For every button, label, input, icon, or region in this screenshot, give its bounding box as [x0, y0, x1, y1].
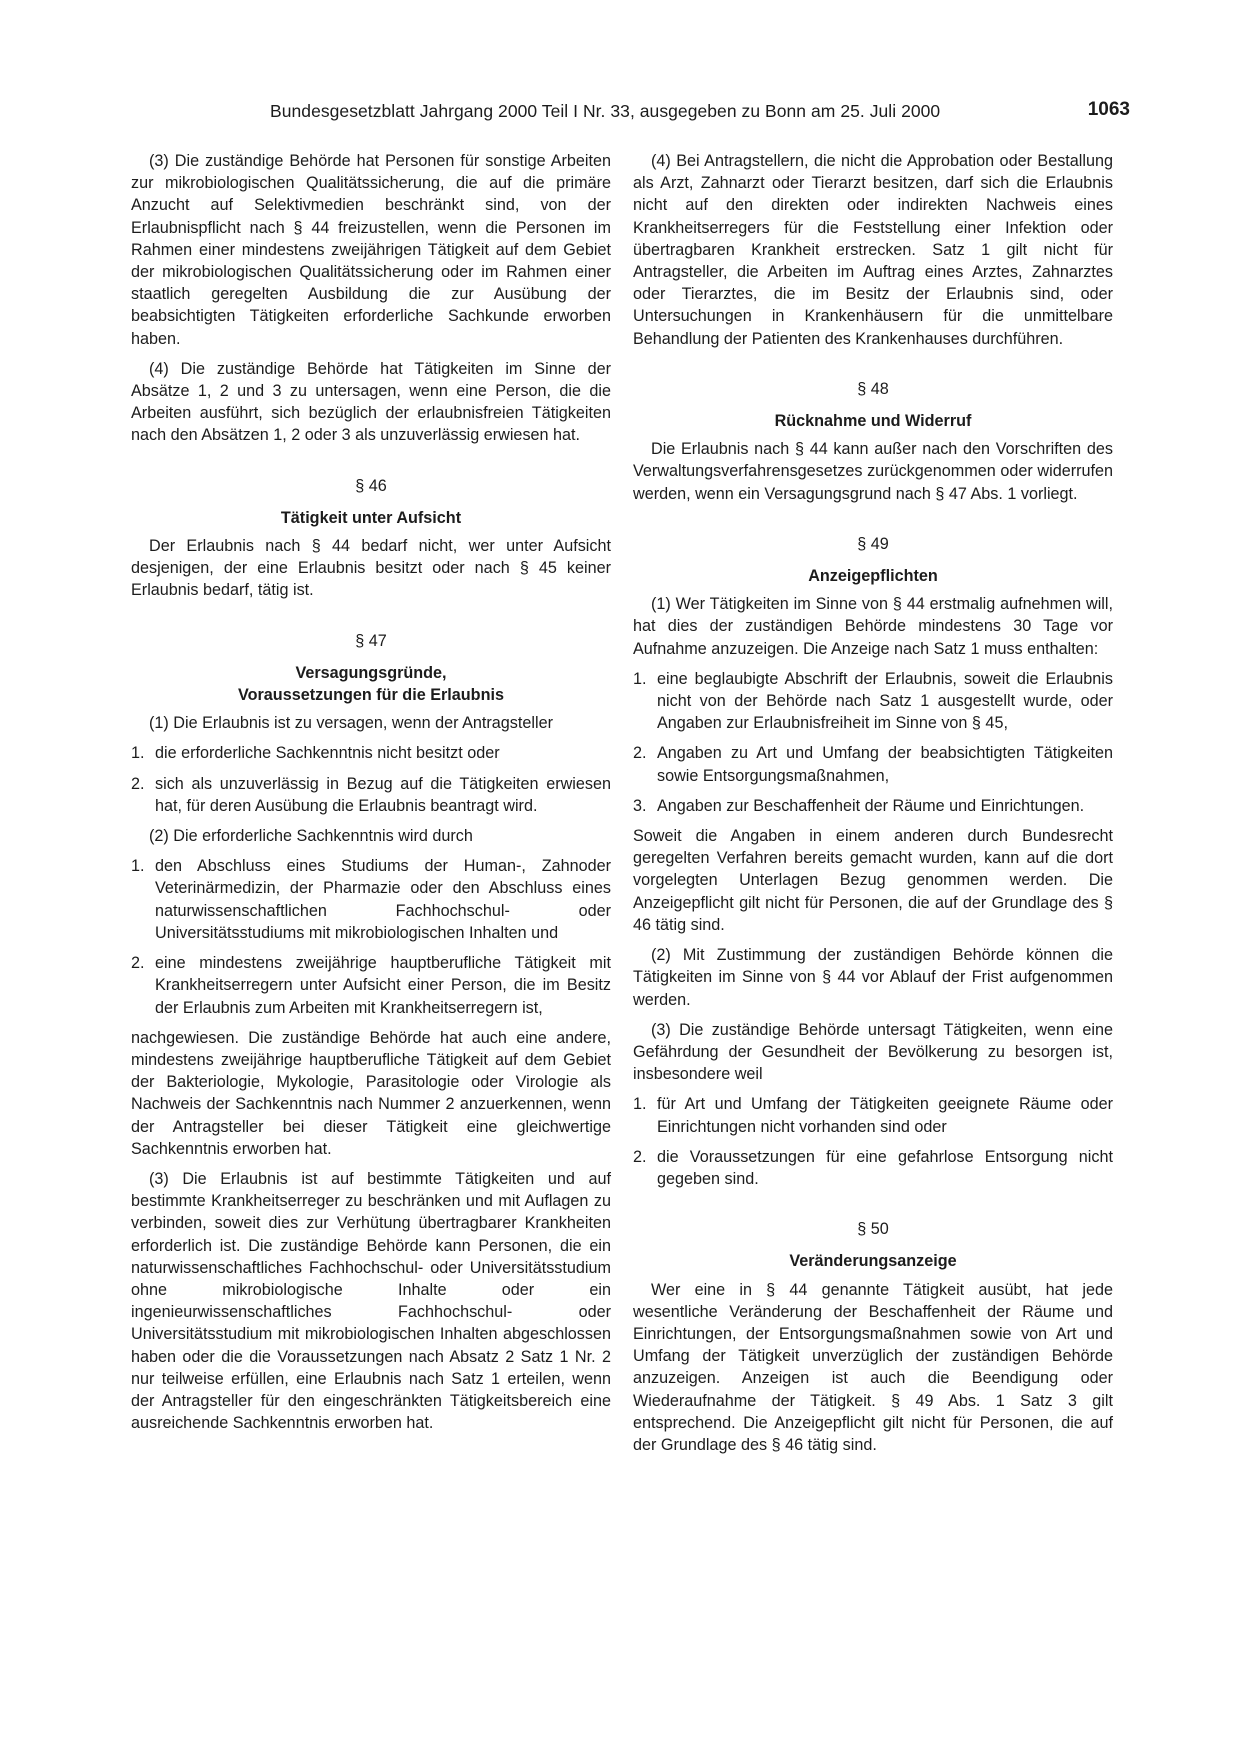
section-50-title: Veränderungsanzeige	[789, 1252, 957, 1271]
paragraph-50-1: Wer eine in § 44 genannte Tätigkeit ausübt, hat jede wesentliche Veränderung der Beschaffenheit der Räume und Einrichtungen, der Entsorgungsmaßnahmen sowie von Art und Umfang der Tätigkeit unverzüglich der zuständigen Behörde anzuzeigen. Anzeigen ist auch die Beendigung oder Wiederaufnahme der Tätigkeit. § 49 Abs. 1 Satz 3 gilt entsprechend. Die Anzeigepflicht gilt nicht für Personen, die auf der Grundlage des § 46 tätig sind.	[633, 1280, 1113, 1454]
page-number: 1063	[1087, 99, 1130, 120]
list-item-text: Angaben zu Art und Umfang der beabsichtigten Tätigkeiten sowie Entsorgungsmaßnahmen,	[657, 744, 1113, 785]
list-item	[131, 855, 611, 944]
list-item-text: die erforderliche Sachkenntnis nicht besitzt oder	[155, 744, 500, 763]
paragraph-49-1: (1) Wer Tätigkeiten im Sinne von § 44 erstmalig aufnehmen will, hat dies der zuständigen Behörde mindestens 30 Tage vor Aufnahme anzuzeigen. Die Anzeige nach Satz 1 muss enthalten:	[633, 595, 1113, 658]
paragraph-45-4: (4) Die zuständige Behörde hat Tätigkeiten im Sinne der Absätze 1, 2 und 3 zu untersagen, wenn eine Person, die die Arbeiten ausführt, sich bezüglich der erlaubnisfreien Tätigkeiten nach den Absätzen 1, 2 oder 3 als unzuverlässig erwiesen hat.	[131, 359, 611, 445]
paragraph-48-1: Die Erlaubnis nach § 44 kann außer nach den Vorschriften des Verwaltungsverfahrensgesetzes zurückgenommen oder widerrufen werden, wenn ein Versagungsgrund nach § 47 Abs. 1 vorliegt.	[633, 440, 1113, 503]
list-item	[131, 773, 611, 817]
paragraph-47-3: (3) Die Erlaubnis ist auf bestimmte Tätigkeiten und auf bestimmte Krankheitserreger zu beschränken und mit Auflagen zu verbinden, soweit dies zur Verhütung übertragbarer Krankheiten erforderlich ist. Die zuständige Behörde kann Personen, die ein naturwissenschaftliches Fachhochschul- oder Universitätsstudium ohne mikrobiologische Inhalte oder ein ingenieurwissenschaftliches Fachhochschul- oder Universitätsstudium mit mikrobiologischen Inhalten abgeschlossen haben oder die die Voraussetzungen nach Absatz 2 Satz 1 Nr. 2 nur teilweise erfüllen, eine Erlaubnis nach Satz 1 erteilen, wenn der Antragsteller für den eingeschränkten Tätigkeitsbereich eine ausreichende Sachkenntnis erworben hat.	[131, 1169, 611, 1433]
header-text: Bundesgesetzblatt Jahrgang 2000 Teil I Nr. 33, ausgegeben zu Bonn am 25. Juli 2000	[270, 101, 941, 121]
section-49-number: § 49	[857, 534, 889, 553]
right-column	[633, 150, 1113, 1464]
list-item-number: 2.	[633, 1147, 647, 1166]
list-item-number: 2.	[131, 774, 145, 793]
list-item-text: die Voraussetzungen für eine gefahrlose Entsorgung nicht gegeben sind.	[657, 1147, 1113, 1188]
list-item-number: 2.	[633, 744, 647, 763]
section-47-title-line2: Voraussetzungen für die Erlaubnis	[238, 686, 504, 705]
left-column	[131, 150, 611, 1442]
paragraph-47-1: (1) Die Erlaubnis ist zu versagen, wenn der Antragsteller	[149, 714, 553, 733]
section-48-title: Rücknahme und Widerruf	[774, 412, 972, 431]
list-item	[633, 1093, 1113, 1137]
section-50-number: § 50	[857, 1220, 889, 1239]
list-item-text: Angaben zur Beschaffenheit der Räume und Einrichtungen.	[657, 796, 1085, 815]
paragraph-49-3: (3) Die zuständige Behörde untersagt Tätigkeiten, wenn eine Gefährdung der Gesundheit der Bevölkerung zu besorgen ist, insbesondere weil	[633, 1020, 1113, 1084]
section-47-title-line1: Versagungsgründe,	[295, 663, 447, 682]
list-item-text: den Abschluss eines Studiums der Human-, Zahnoder Veterinärmedizin, der Pharmazie oder den Abschluss eines naturwissenschaftlichen Fachhochschul- oder Universitätsstudiums mit mikrobiologischen Inhalten und	[155, 857, 611, 942]
section-46-title: Tätigkeit unter Aufsicht	[280, 508, 462, 527]
list-item-number: 2.	[131, 954, 145, 973]
paragraph-47-2: (2) Die erforderliche Sachkenntnis wird durch	[149, 827, 473, 846]
list-item-text: für Art und Umfang der Tätigkeiten geeignete Räume oder Einrichtungen nicht vorhanden sind oder	[657, 1095, 1113, 1136]
list-item	[633, 742, 1113, 786]
list-item-number: 1.	[633, 1095, 647, 1114]
list-item-number: 1.	[131, 744, 145, 763]
list-item	[633, 795, 1113, 817]
page-header	[130, 98, 1130, 126]
list-item-text: eine mindestens zweijährige hauptberufliche Tätigkeit mit Krankheitserregern unter Aufsicht einer Person, die im Besitz der Erlaubnis zum Arbeiten mit Krankheitserregern ist,	[155, 954, 611, 1017]
list-item-text: sich als unzuverlässig in Bezug auf die Tätigkeiten erwiesen hat, für deren Ausübung die Erlaubnis beantragt wird.	[155, 774, 611, 815]
paragraph-45-3: (3) Die zuständige Behörde hat Personen für sonstige Arbeiten zur mikrobiologischen Qualitätssicherung, die auf die primäre Anzucht auf Selektivmedien beschränkt sind, von der Erlaubnispflicht nach § 44 freizustellen, wenn die Personen im Rahmen einer mindestens zweijährigen Tätigkeit auf dem Gebiet der mikrobiologischen Qualitätssicherung oder im Rahmen einer staatlich geregelten Ausbildung die zur Ausübung der beabsichtigten Tätigkeiten erforderliche Sachkunde erworben haben.	[131, 152, 611, 348]
list-item-number: 3.	[633, 796, 647, 815]
list-item	[633, 668, 1113, 735]
list-item-number: 1.	[633, 669, 647, 688]
list-item-number: 1.	[131, 857, 145, 876]
list-item	[131, 952, 611, 1019]
list-item-text: eine beglaubigte Abschrift der Erlaubnis, soweit die Erlaubnis nicht von der Behörde nach Satz 1 ausgestellt wurde, oder Angaben zur Erlaubnisfreiheit im Sinne von § 45,	[657, 669, 1113, 733]
section-47-number: § 47	[355, 631, 387, 650]
list-item	[131, 742, 611, 764]
section-47-title	[131, 662, 611, 706]
section-49-title: Anzeigepflichten	[808, 567, 938, 586]
paragraph-49-1-continuation: Soweit die Angaben in einem anderen durch Bundesrecht geregelten Verfahren bereits gemacht wurden, kann auf die dort vorgelegten Unterlagen Bezug genommen werden. Die Anzeigepflicht gilt nicht für Personen, die auf der Grundlage des § 46 tätig sind.	[633, 827, 1113, 934]
paragraph-47-4: (4) Bei Antragstellern, die nicht die Approbation oder Bestallung als Arzt, Zahnarzt oder Tierarzt besitzen, darf sich die Erlaubnis nicht auf den direkten oder indirekten Nachweis eines Krankheitserregers für die Feststellung einer Infektion oder übertragbaren Krankheit erstrecken. Satz 1 gilt nicht für Antragsteller, die Arbeiten im Auftrag eines Arztes, Zahnarztes oder Tierarztes, die im Besitz der Erlaubnis sind, oder Untersuchungen in Krankenhäusern für die unmittelbare Behandlung der Patienten des Krankenhauses durchführen.	[633, 152, 1113, 348]
list-item	[633, 1146, 1113, 1190]
section-46-number: § 46	[355, 476, 387, 495]
paragraph-49-2: (2) Mit Zustimmung der zuständigen Behörde können die Tätigkeiten im Sinne von § 44 vor Ablauf der Frist aufgenommen werden.	[633, 946, 1113, 1009]
paragraph-46-1: Der Erlaubnis nach § 44 bedarf nicht, wer unter Aufsicht desjenigen, der eine Erlaubnis besitzt oder nach § 45 keiner Erlaubnis bedarf, tätig ist.	[131, 537, 611, 600]
section-48-number: § 48	[857, 379, 889, 398]
paragraph-47-2-continuation: nachgewiesen. Die zuständige Behörde hat auch eine andere, mindestens zweijährige hauptberufliche Tätigkeit auf dem Gebiet der Bakteriologie, Mykologie, Parasitologie oder Virologie als Nachweis der Sachkenntnis nach Nummer 2 anzuerkennen, wenn der Antragsteller bei dieser Tätigkeit eine gleichwertige Sachkenntnis erworben hat.	[131, 1028, 611, 1158]
